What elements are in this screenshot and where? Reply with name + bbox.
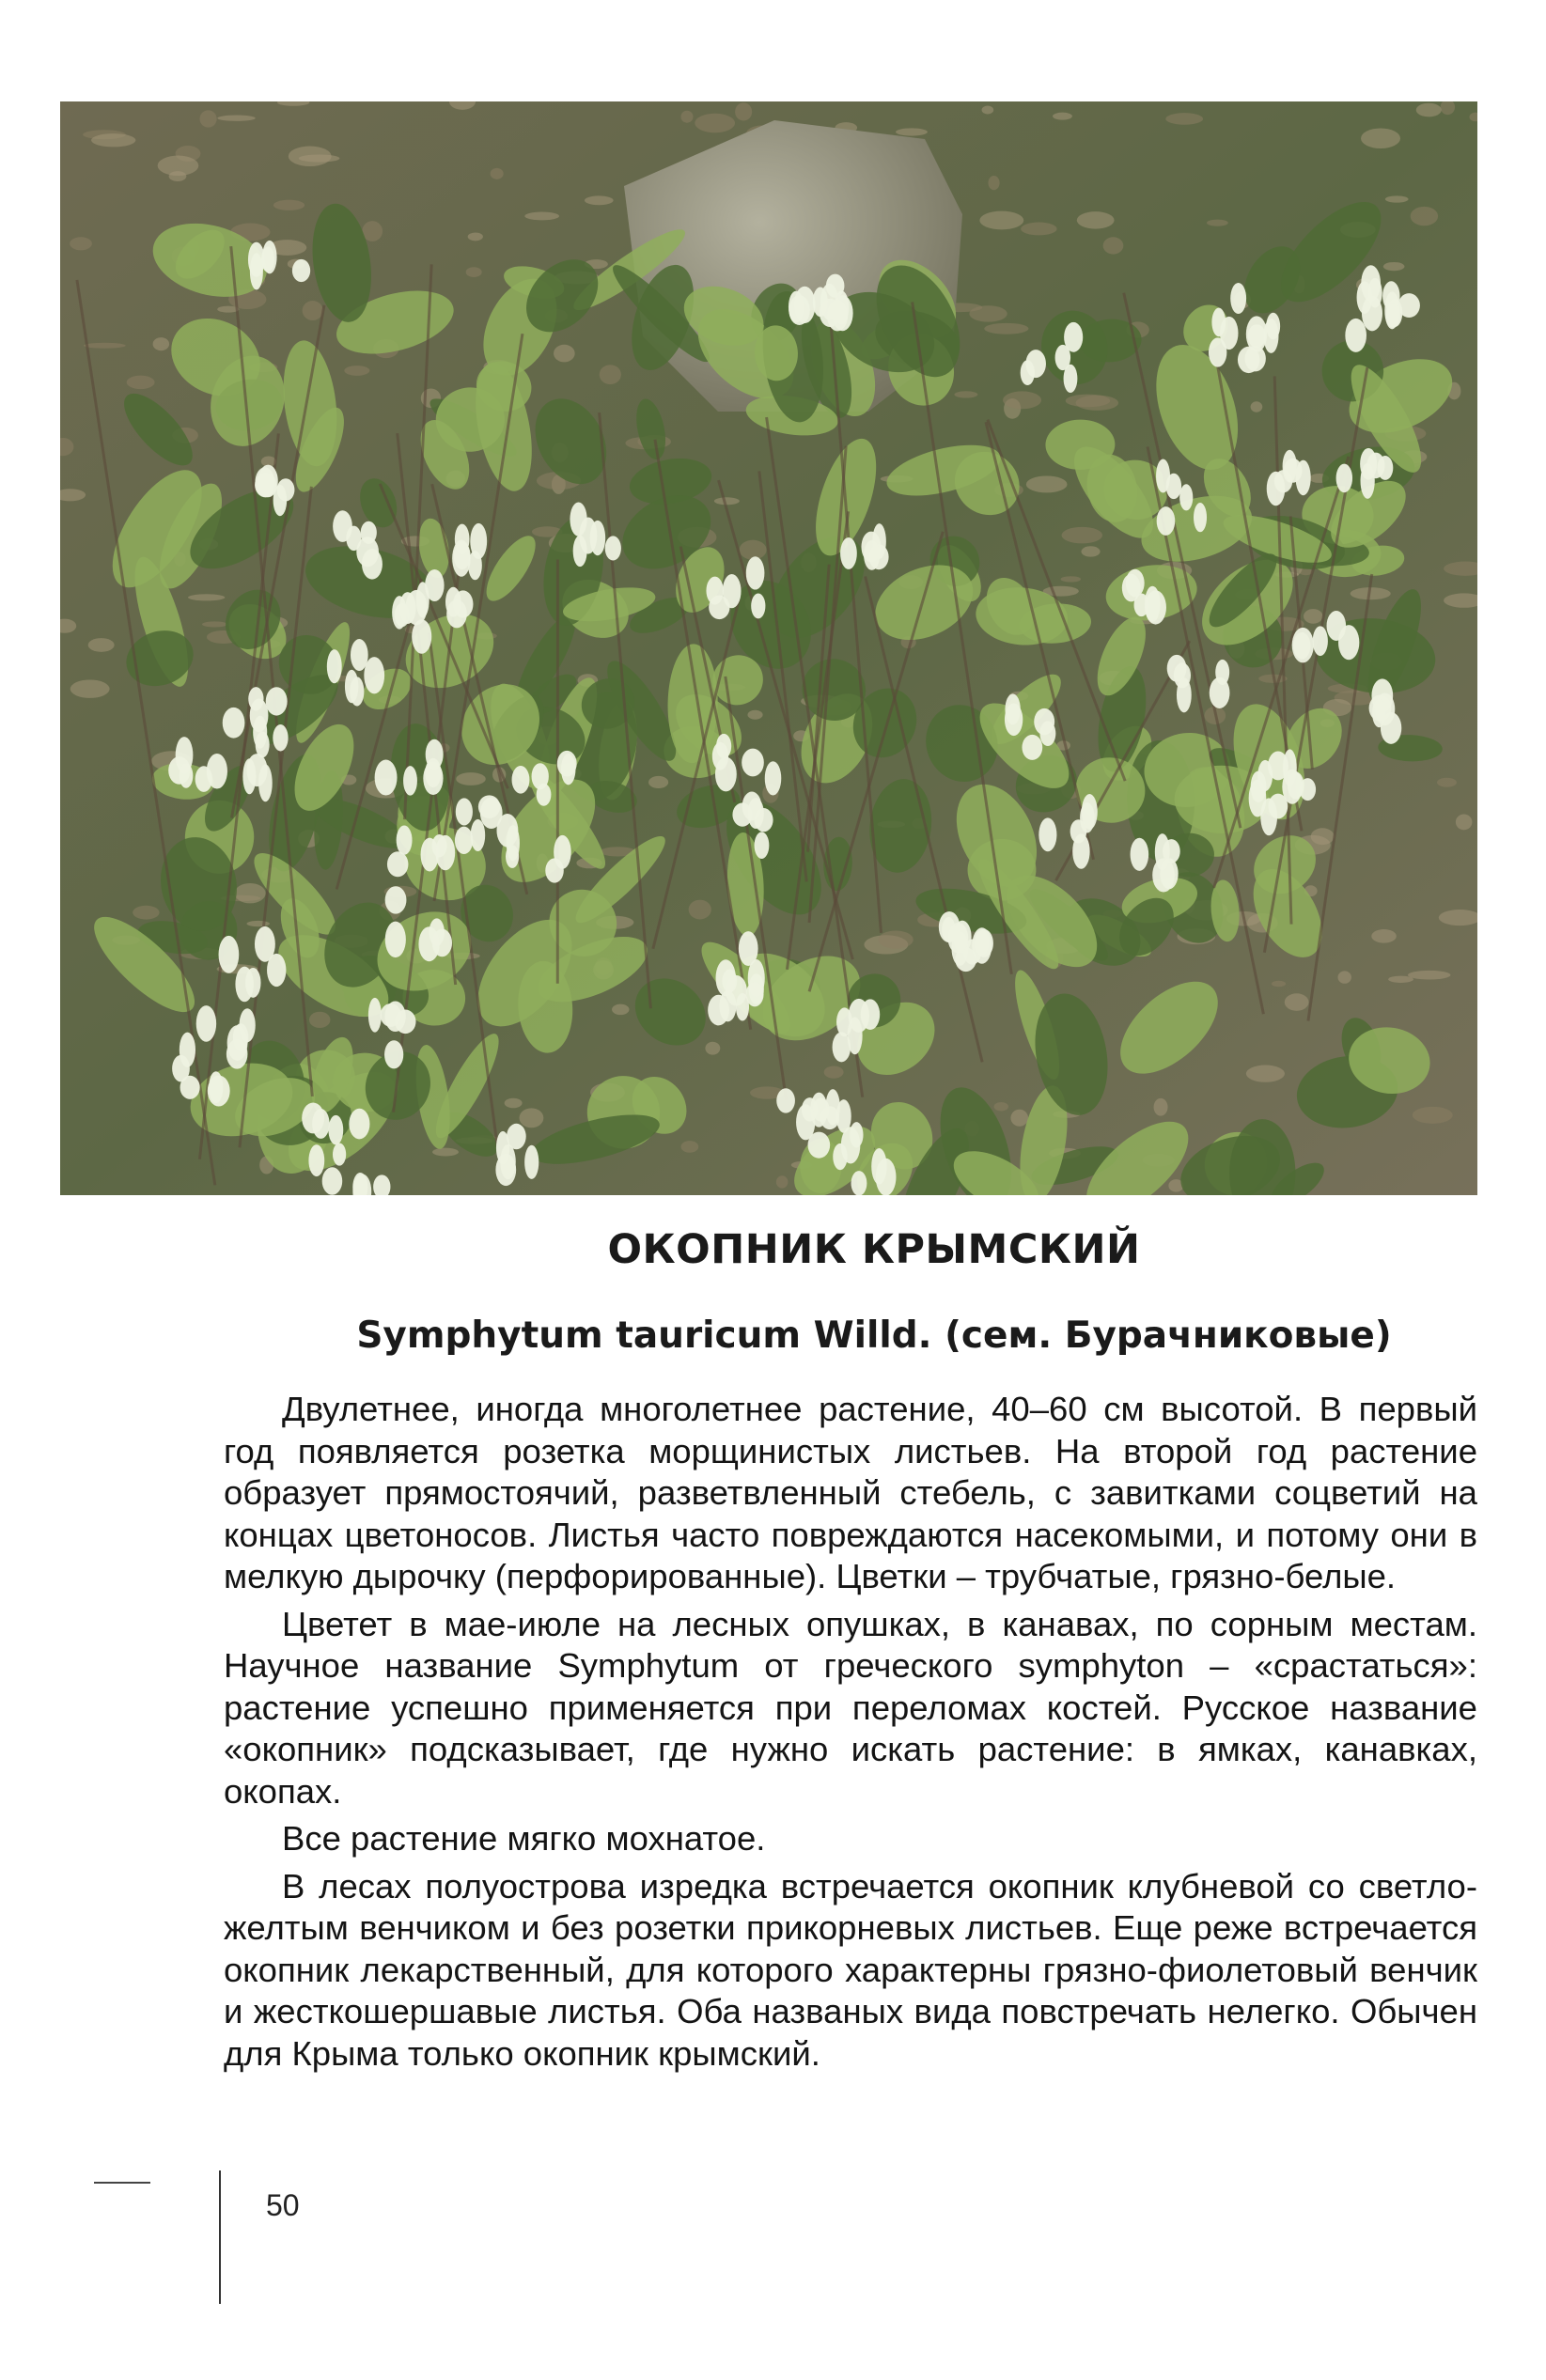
article-title: ОКОПНИК КРЫМСКИЙ: [607, 1226, 1141, 1273]
article-body: [224, 1389, 1477, 2080]
paragraph-3: Все растение мягко мохнатое.: [282, 1819, 766, 1858]
paragraph-4: В лесах полуострова изредка встречается окопник клубневой со светло-желтым венчиком и без розетки прикорневых листьев. Еще реже встречается окопник лекарственный, для которого характерны грязно-фиолетовый венчик и жесткошершавые листья. Оба названых вида повстречать нелегко. Обычен для Крыма только окопник крымский.: [224, 1866, 1477, 2073]
article-subtitle: Symphytum tauricum Willd. (сем. Бурачниковые): [356, 1314, 1392, 1357]
paragraph-2: Цветет в мае-июле на лесных опушках, в канавах, по сорным местам. Научное название Symphytum от греческого symphyton – «срастаться»: растение успешно применяется при переломах костей. Русское название «окопник» подсказывает, где нужно искать растение: в ямках, канавках, окопах.: [224, 1604, 1477, 1811]
plant-photo-illustration: [60, 101, 1477, 1195]
footer-rule: [94, 2182, 150, 2184]
page-number: 50: [266, 2188, 300, 2222]
paragraph-1: Двулетнее, иногда многолетнее растение, 40–60 см высотой. В первый год появляется розетка морщинистых листьев. На второй год растение образует прямостоячий, разветвленный стебель, с завитками соцветий на концах цветоносов. Листья часто повреждаются насекомыми, и потому они в мелкую дырочку (перфорированные). Цветки – трубчатые, грязно-белые.: [224, 1390, 1477, 1595]
plant-photo: [60, 101, 1477, 1195]
footer-vertical-rule: [219, 2170, 221, 2304]
